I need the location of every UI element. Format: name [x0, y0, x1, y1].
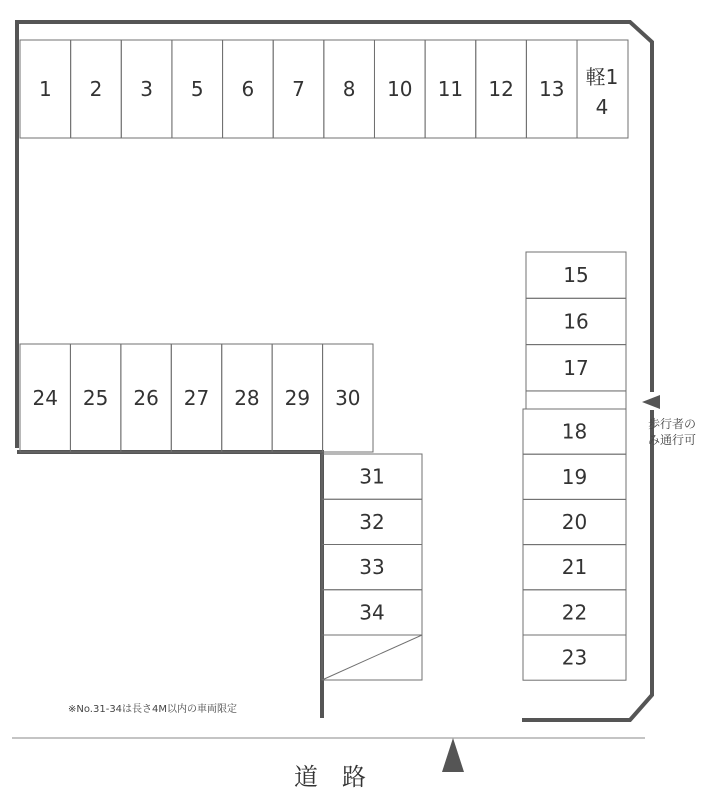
pedestrian-note-line1: 歩行者の — [648, 417, 697, 431]
stall-17-label: 17 — [563, 355, 589, 380]
stall-1-label: 1 — [38, 77, 52, 101]
stall-11-label: 11 — [437, 77, 464, 101]
stall-31-label: 31 — [359, 464, 385, 489]
right-column-gap — [526, 391, 626, 409]
pedestrian-entrance — [642, 395, 696, 447]
pedestrian-arrow-icon — [642, 395, 660, 409]
stall-12-label: 12 — [488, 77, 514, 101]
stall-kei-label-line1: 軽1 — [585, 65, 619, 89]
stall-29-label: 29 — [284, 386, 311, 410]
stall-18-label: 18 — [561, 419, 588, 444]
boundary-wall-inner — [17, 452, 322, 718]
stall-30-label: 30 — [335, 386, 361, 410]
road-label: 道 路 — [294, 763, 366, 791]
stall-25-label: 25 — [82, 386, 109, 410]
stall-13-label: 13 — [538, 77, 565, 101]
stall-kei-box — [577, 40, 628, 138]
stall-21-label: 21 — [561, 555, 588, 580]
stall-2-label: 2 — [89, 77, 103, 101]
stall-27-label: 27 — [183, 386, 210, 410]
stall-5-label: 5 — [190, 77, 204, 101]
stall-24-label: 24 — [32, 386, 58, 410]
stall-empty-diagonal-line — [322, 635, 422, 680]
stall-10-label: 10 — [387, 77, 413, 101]
stall-23-label: 23 — [561, 645, 588, 670]
stall-kei-label-line2: 4 — [595, 95, 609, 119]
stall-28-label: 28 — [234, 386, 260, 410]
middle-column-stalls — [322, 454, 422, 635]
right-column-upper-stalls — [526, 252, 626, 391]
pedestrian-note-line2: み通行可 — [648, 433, 697, 447]
stall-6-label: 6 — [241, 77, 255, 101]
stall-15-label: 15 — [563, 263, 589, 288]
left-row-stalls — [20, 344, 373, 452]
stall-26-label: 26 — [133, 386, 159, 410]
stall-3-label: 3 — [140, 77, 153, 101]
entrance-arrow-icon — [442, 738, 464, 772]
stall-7-label: 7 — [292, 77, 305, 101]
size-restriction-note: ※No.31-34は長さ4M以内の車両限定 — [68, 704, 238, 715]
top-row-stalls — [20, 40, 577, 138]
right-column-lower-stalls — [523, 409, 626, 680]
stall-16-label: 16 — [563, 309, 589, 334]
stall-22-label: 22 — [561, 600, 588, 625]
stall-34-label: 34 — [359, 600, 385, 625]
stall-20-label: 20 — [561, 510, 588, 534]
stall-19-label: 19 — [561, 464, 588, 489]
stall-32-label: 32 — [359, 509, 385, 534]
stall-33-label: 33 — [359, 555, 385, 580]
stall-empty-diagonal — [322, 635, 422, 680]
lot-boundary — [17, 22, 652, 720]
stall-8-label: 8 — [342, 77, 356, 101]
stall-kei — [577, 40, 628, 138]
